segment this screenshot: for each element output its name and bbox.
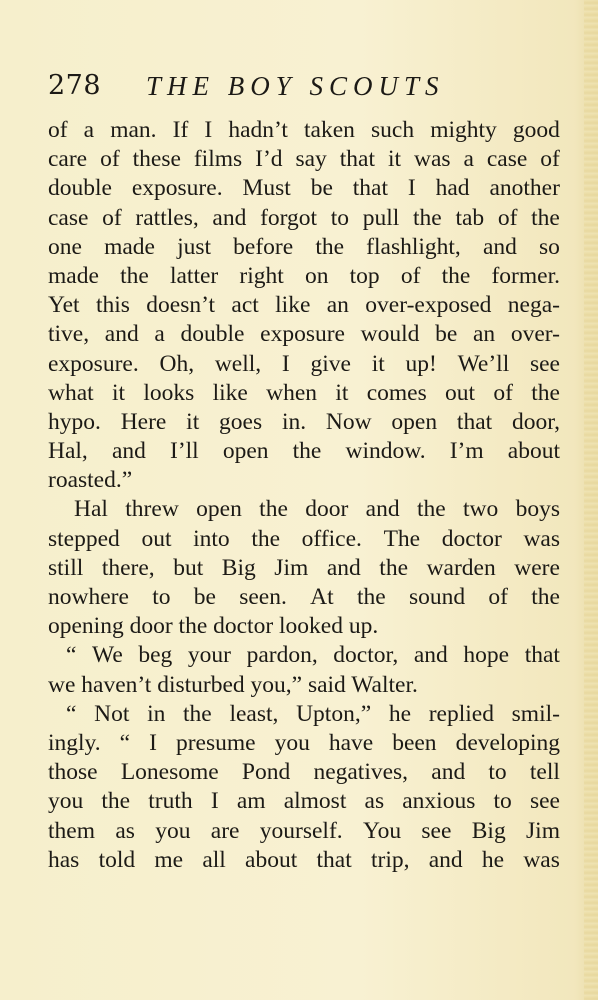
- text-line: what it looks like when it comes out of the: [48, 379, 560, 406]
- text-line: Hal, and I’ll open the window. I’m about: [48, 438, 560, 465]
- text-line: opening door the doctor looked up.: [48, 613, 379, 640]
- text-line: ingly. “ I presume you have been developing: [48, 729, 560, 756]
- text-line: Hal threw open the door and the two boys: [74, 496, 560, 523]
- text-line: case of rattles, and forgot to pull the tab of the: [48, 204, 560, 231]
- text-line: them as you are yourself. You see Big Jim: [48, 817, 560, 844]
- text-line: one made just before the flashlight, and so: [48, 233, 560, 260]
- page-header: [48, 66, 548, 106]
- text-line: still there, but Big Jim and the warden were: [48, 554, 560, 581]
- text-line: “ We beg your pardon, doctor, and hope that: [66, 642, 560, 669]
- running-head: THE BOY SCOUTS: [146, 71, 445, 101]
- body-text: [48, 116, 560, 875]
- text-line: stepped out into the office. The doctor was: [48, 525, 560, 552]
- text-line: double exposure. Must be that I had another: [48, 175, 560, 202]
- text-line: exposure. Oh, well, I give it up! We’ll see: [48, 350, 560, 377]
- text-line: has told me all about that trip, and he was: [48, 846, 560, 873]
- text-line: hypo. Here it goes in. Now open that door,: [48, 408, 560, 435]
- text-line: we haven’t disturbed you,” said Walter.: [48, 671, 418, 698]
- text-line: you the truth I am almost as anxious to see: [48, 788, 560, 815]
- text-line: care of these films I’d say that it was a case of: [48, 146, 560, 173]
- text-line: tive, and a double exposure would be an over-: [48, 321, 560, 348]
- text-line: of a man. If I hadn’t taken such mighty good: [48, 117, 560, 143]
- text-line: “ Not in the least, Upton,” he replied smil-: [66, 700, 560, 727]
- text-line: made the latter right on top of the former.: [48, 262, 560, 289]
- text-line: those Lonesome Pond negatives, and to tell: [48, 759, 560, 786]
- page-number: 278: [48, 70, 102, 101]
- text-line: Yet this doesn’t act like an over-exposed nega-: [48, 292, 560, 319]
- page-edge: [584, 0, 598, 1000]
- text-line: roasted.”: [48, 467, 133, 494]
- text-line: nowhere to be seen. At the sound of the: [48, 584, 560, 610]
